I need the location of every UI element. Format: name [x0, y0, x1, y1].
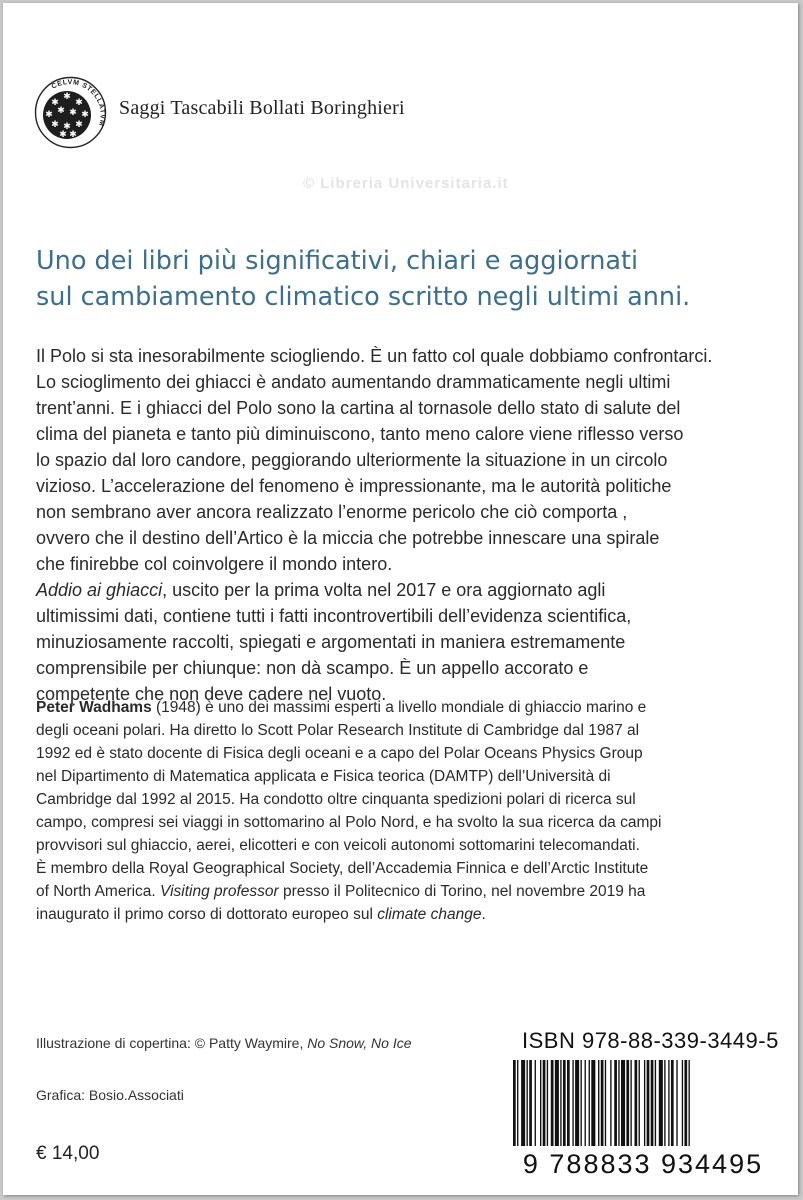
description-line: minuziosamente raccolti, spiegati e argomentati in maniera estremamente: [36, 632, 626, 652]
description-line: trent’anni. E i ghiacci del Polo sono la cartina al tornasole dello stato di salute del: [36, 398, 681, 418]
barcode-bar: [535, 1060, 536, 1152]
price: € 14,00: [36, 1143, 100, 1164]
barcode-bar: [605, 1060, 606, 1152]
series-title: Saggi Tascabili Bollati Boringhieri: [119, 97, 405, 119]
svg-text:✱: ✱: [75, 120, 83, 130]
barcode-bar: [664, 1060, 665, 1152]
barcode-bar: [589, 1060, 590, 1152]
svg-text:✱: ✱: [51, 120, 59, 130]
svg-text:✱: ✱: [75, 98, 83, 108]
tagline: [36, 243, 776, 315]
barcode-bar: [644, 1060, 645, 1152]
bio-line: of North America. Visiting professor presso il Politecnico di Torino, nel novembre 2019 ha: [36, 883, 646, 900]
bio-line: È membro della Royal Geographical Society, dell’Accademia Finnica e dell’Arctic Institute: [36, 860, 649, 877]
starry-celestial-seal-icon: [33, 75, 108, 150]
barcode-bar: [585, 1060, 586, 1152]
bio-line: campo, compresi sei viaggi in sottomarino al Polo Nord, e ha svolto la sua ricerca da campi: [36, 814, 662, 831]
svg-text:✱: ✱: [81, 110, 89, 120]
barcode-bar: [563, 1060, 566, 1152]
description-line: clima del pianeta e tanto più diminuiscono, tanto meno calore viene riflesso verso: [36, 424, 684, 444]
description-line: lo spazio dal loro candore, peggiorando ulteriormente la situazione in un circolo: [36, 450, 668, 470]
barcode-bar: [543, 1060, 546, 1152]
bio-line: inaugurato il primo corso di dottorato europeo sul climate change.: [36, 906, 486, 923]
barcode-bar: [555, 1060, 559, 1152]
svg-text:✱: ✱: [57, 106, 65, 116]
description-line: ovvero che il destino dell’Artico è la miccia che potrebbe innescare una spirale: [36, 528, 660, 548]
barcode-bar: [621, 1060, 625, 1152]
barcode-bar: [630, 1060, 631, 1152]
barcode-bar: [668, 1060, 669, 1152]
barcode-bar: [639, 1060, 640, 1152]
barcode-bar: [521, 1060, 525, 1152]
barcode-bar: [684, 1060, 687, 1152]
description-line: comprensibile per chiunque: non dà scampo. È un appello accorato e: [36, 658, 589, 678]
svg-text:✱: ✱: [69, 130, 77, 140]
bio-line: provvisori sul ghiaccio, aerei, elicotteri e con veicoli autonomi sottomarini telecomandati.: [36, 837, 640, 854]
barcode: [511, 1060, 775, 1178]
author-name: Peter Wadhams: [36, 699, 152, 716]
barcode-bar: [610, 1060, 611, 1152]
barcode-bar: [655, 1060, 656, 1152]
barcode-bar: [560, 1060, 561, 1152]
description-line: competente che non deve cadere nel vuoto.: [36, 684, 387, 704]
barcode-bar: [671, 1060, 674, 1152]
barcode-bar: [572, 1060, 573, 1152]
barcode-bar: [635, 1060, 638, 1152]
author-bio: [36, 696, 781, 926]
barcode-bar: [567, 1060, 570, 1152]
barcode-bar: [575, 1060, 579, 1152]
barcode-bar: [601, 1060, 604, 1152]
description-line: Lo scioglimento dei ghiacci è andato aumentando drammaticamente negli ultimi: [36, 372, 671, 392]
barcode-bar: [517, 1060, 518, 1152]
barcode-bars: [513, 1060, 690, 1152]
barcode-bar: [618, 1060, 619, 1152]
barcode-bar: [614, 1060, 617, 1152]
svg-text:✱: ✱: [69, 108, 77, 118]
artwork-title: No Snow, No Ice: [307, 1035, 412, 1051]
barcode-bar: [682, 1060, 683, 1152]
description-line: Il Polo si sta inesorabilmente sciogliendo. È un fatto col quale dobbiamo confrontarci.: [36, 346, 713, 366]
bio-line: nel Dipartimento di Matematica applicata e Fisica teorica (DAMTP) dell’Università di: [36, 768, 611, 785]
bio-line: degli oceani polari. Ha diretto lo Scott Polar Research Institute di Cambridge dal 1987 al: [36, 722, 640, 739]
barcode-bar: [540, 1060, 541, 1152]
barcode-bar: [527, 1060, 528, 1152]
barcode-bar: [529, 1060, 532, 1152]
description-line: vizioso. L’accelerazione del fenomeno è impressionante, ma le autorità politiche: [36, 476, 672, 496]
barcode-bar: [689, 1060, 690, 1152]
book-title: Addio ai ghiacci: [36, 580, 163, 600]
bio-line: 1992 ed è stato docente di Fisica degli oceani e a capo del Polar Oceans Physics Group: [36, 745, 643, 762]
barcode-bar: [598, 1060, 599, 1152]
svg-text:✱: ✱: [63, 122, 71, 132]
barcode-bar: [551, 1060, 554, 1152]
barcode-bar: [647, 1060, 650, 1152]
barcode-bar: [591, 1060, 595, 1152]
barcode-bar: [626, 1060, 629, 1152]
bio-line: Peter Wadhams (1948) è uno dei massimi esperti a livello mondiale di ghiaccio marino e: [36, 699, 647, 716]
svg-text:✱: ✱: [63, 92, 71, 102]
description-line: non sembrano aver ancora realizzato l’enorme pericolo che ciò comporta ,: [36, 502, 628, 522]
cover-illustration-credit: Illustrazione di copertina: © Patty Waymire, No Snow, No Ice: [36, 1035, 412, 1051]
svg-text:✱: ✱: [45, 110, 53, 120]
tagline-line: Uno dei libri più significativi, chiari e aggiornati: [36, 246, 639, 276]
barcode-bar: [676, 1060, 677, 1152]
isbn-number: ISBN 978-88-339-3449-5: [522, 1028, 779, 1053]
tagline-line: sul cambiamento climatico scritto negli ultimi anni.: [36, 282, 691, 312]
barcode-bar: [581, 1060, 582, 1152]
barcode-bar: [513, 1060, 516, 1152]
description-line: ultimissimi dati, contiene tutti i fatti incontrovertibili dell’evidenza scientifica,: [36, 606, 632, 626]
book-back-cover: [3, 3, 798, 1195]
description: [36, 343, 781, 707]
barcode-bar: [659, 1060, 663, 1152]
description-line: Addio ai ghiacci, uscito per la prima volta nel 2017 e ora aggiornato agli: [36, 580, 606, 600]
graphic-design-credit: Grafica: Bosio.Associati: [36, 1087, 184, 1103]
svg-text:✱: ✱: [59, 130, 67, 140]
barcode-digits: 9 788833 934495: [522, 1149, 764, 1178]
barcode-bar: [651, 1060, 654, 1152]
bio-line: Cambridge dal 1992 al 2015. Ha condotto oltre cinquanta spedizioni polari di ricerca sul: [36, 791, 636, 808]
watermark: © Libreria Universitaria.it: [303, 175, 509, 192]
barcode-bar: [547, 1060, 548, 1152]
svg-text:✱: ✱: [51, 98, 59, 108]
logo-text: CELVM STELLATVM: [50, 79, 106, 127]
description-line: che finirebbe col coinvolgere il mondo intero.: [36, 554, 393, 574]
